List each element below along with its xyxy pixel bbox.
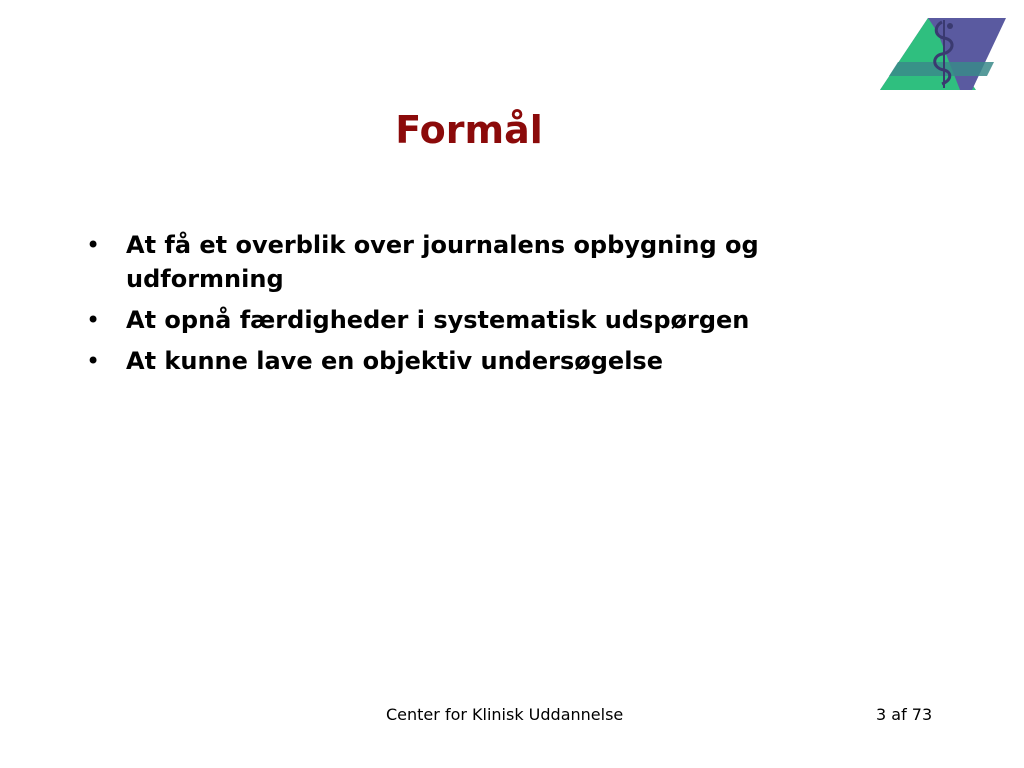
bullet-item [86, 228, 906, 296]
bullet-list [86, 228, 906, 385]
bullet-marker: • [86, 231, 101, 259]
bullet-text: At opnå færdigheder i systematisk udspørgen [126, 306, 750, 334]
bullet-marker: • [86, 306, 101, 334]
bullet-item [86, 344, 906, 378]
bullet-text: At kunne lave en objektiv undersøgelse [126, 347, 663, 375]
bullet-text: At få et overblik over journalens opbygning og udformning [126, 231, 759, 293]
footer-page-counter: 3 af 73 [876, 705, 933, 724]
footer-organization: Center for Klinisk Uddannelse [386, 705, 624, 724]
bullet-item [86, 303, 906, 337]
bullet-marker: • [86, 347, 101, 375]
caduceus-dollar-logo-icon [876, 16, 1008, 92]
slide-title: Formål [395, 108, 543, 152]
